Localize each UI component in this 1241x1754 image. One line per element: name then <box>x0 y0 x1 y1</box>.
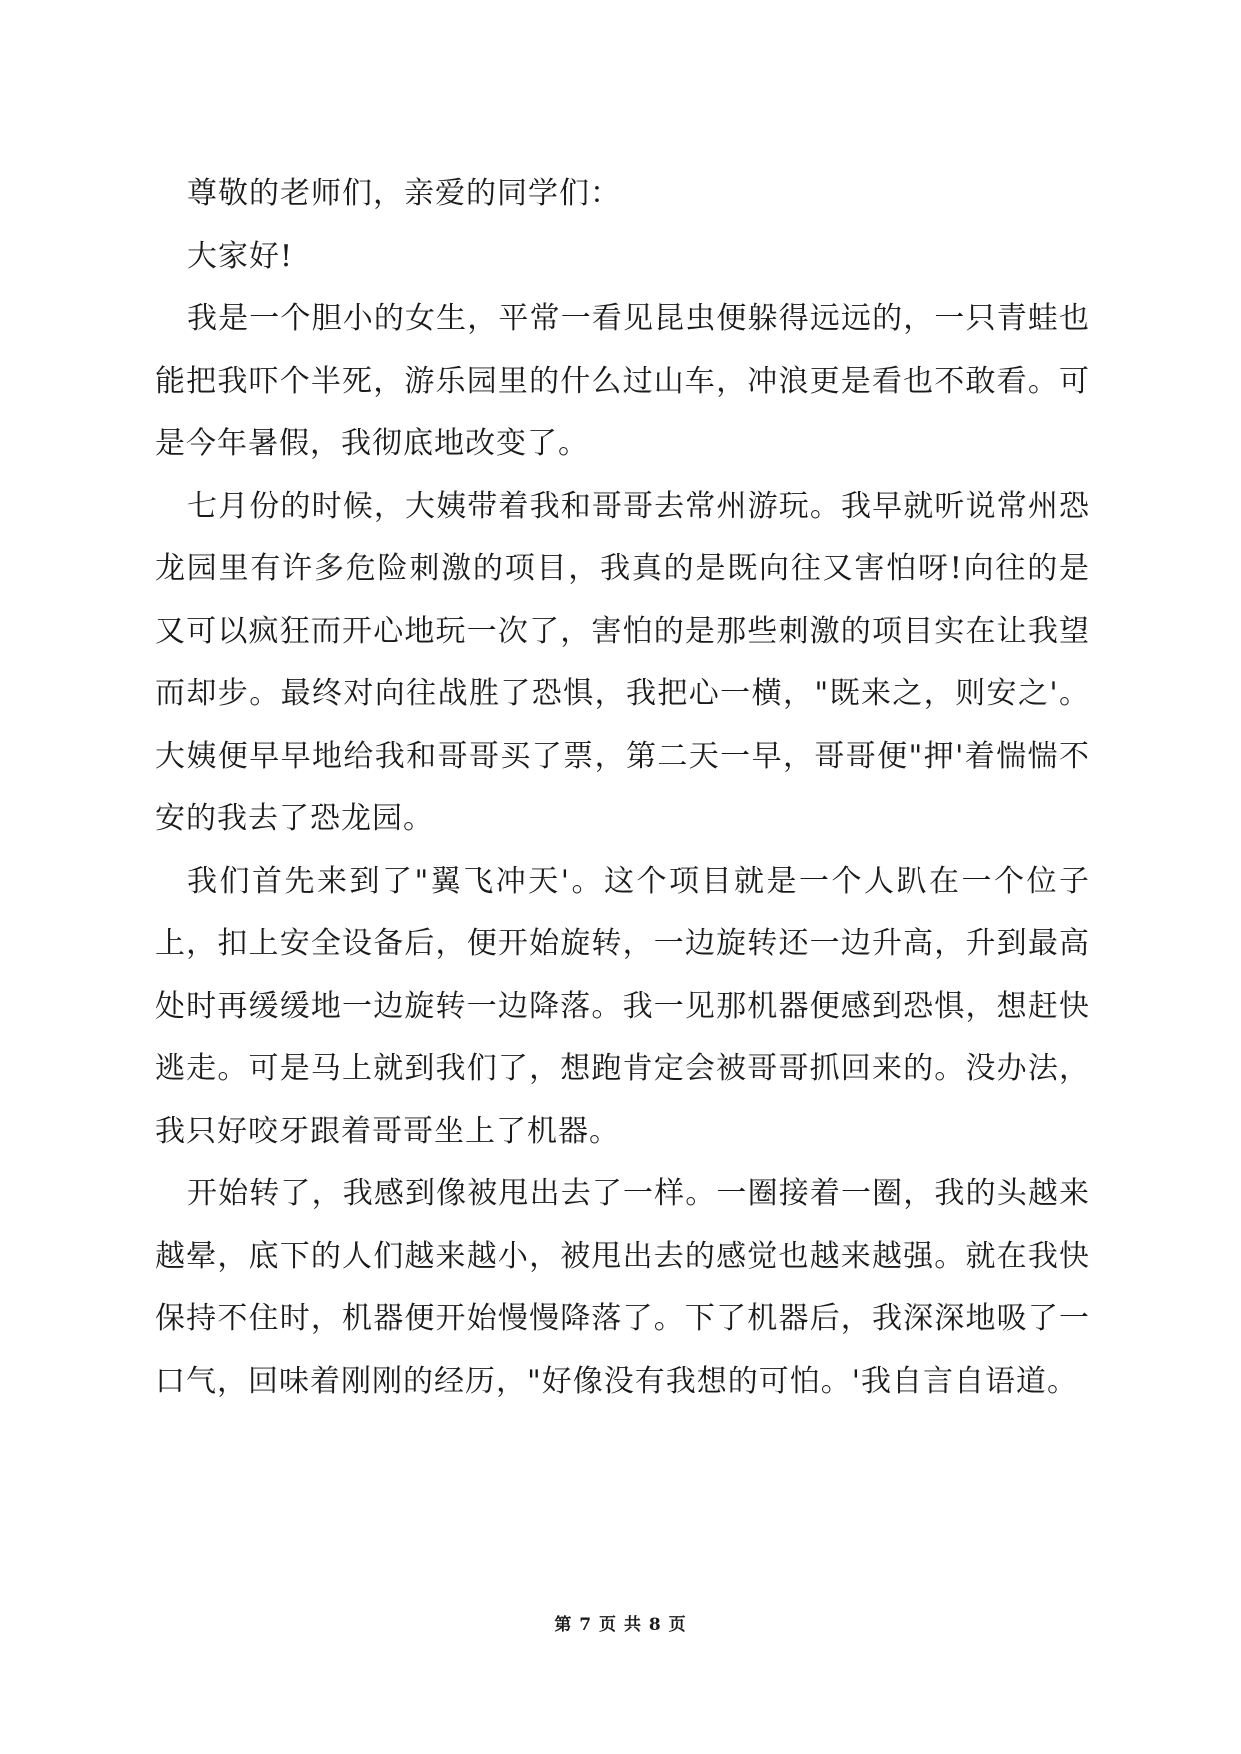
page-number-footer: 第 7 页 共 8 页 <box>554 1615 687 1635</box>
salutation-paragraph: 尊敬的老师们，亲爱的同学们： <box>187 176 621 211</box>
body-paragraph: 七月份的时候，大姨带着我和哥哥去常州游玩。我早就听说常州恐龙园里有许多危险刺激的项目，我真的是既向往又害怕呀!向往的是又可以疯狂而开心地玩一次了，害怕的是那些刺激的项目实在让我望而却步。最终对向往战胜了恐惧，我把心一横，"既来之，则安之'。大姨便早早地给我和哥哥买了票，第二天一早，哥哥便"押'着惴惴不安的我去了恐龙园。 <box>155 488 1090 836</box>
body-paragraph: 我们首先来到了"翼飞冲天'。这个项目就是一个人趴在一个位子上，扣上安全设备后，便开始旋转，一边旋转还一边升高，升到最高处时再缓缓地一边旋转一边降落。我一见那机器便感到恐惧，想赶快逃走。可是马上就到我们了，想跑肯定会被哥哥抓回来的。没办法，我只好咬牙跟着哥哥坐上了机器。 <box>155 863 1090 1149</box>
body-paragraph: 我是一个胆小的女生，平常一看见昆虫便躲得远远的，一只青蛙也能把我吓个半死，游乐园里的什么过山车，冲浪更是看也不敢看。可是今年暑假，我彻底地改变了。 <box>155 301 1090 461</box>
body-paragraph: 开始转了，我感到像被甩出去了一样。一圈接着一圈，我的头越来越晕，底下的人们越来越小，被甩出去的感觉也越来越强。就在我快保持不住时，机器便开始慢慢降落了。下了机器后，我深深地吸了一口气，回味着刚刚的经历，"好像没有我想的可怕。'我自言自语道。 <box>155 1176 1090 1399</box>
greeting-paragraph: 大家好! <box>187 238 294 274</box>
document-body <box>155 163 1090 1413</box>
